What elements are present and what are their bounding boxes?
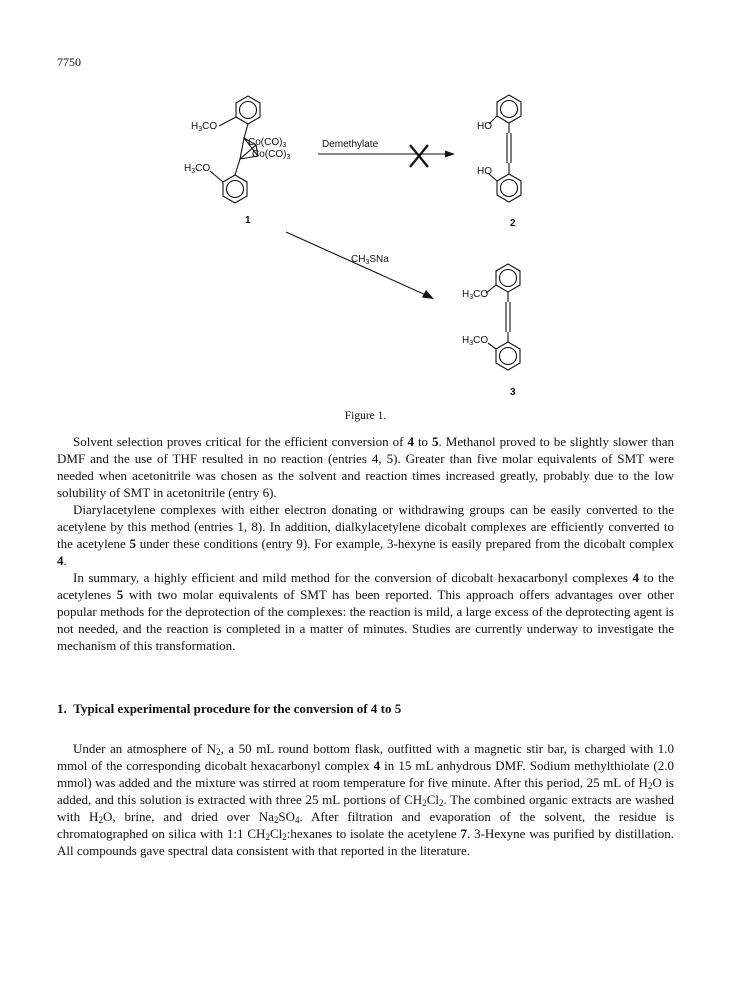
- figure-caption: Figure 1.: [344, 410, 387, 422]
- hydroxy-label-2a: HO: [477, 121, 492, 132]
- compound-number-3: 3: [510, 387, 516, 398]
- paragraph-procedure: Under an atmosphere of $N_2$, a 50 mL round bottom flask, outfitted with a magnetic stir bar, is charged with 1.0 mmol of the corresponding dicobalt hexacarbonyl complex 4 in 15 mL anhydrous DMF. Sodium methylthiolate (2.0 mmol) was added and the mixture was stirred at room temperature for five minute. After this period, 25 mL of $H_2O$ is added, and this solution is extracted with three 25 mL portions of $CH_2Cl_2$. The combined organic extracts are washed with $H_2O$, brine, and dried over $Na_2SO_4$. After filtration and evaporation of the solvent, the residue is chromatographed on silica with 1:1 $CH_2Cl_2:hexanes$ to isolate the acetylene 7. 3-Hexyne was purified by distillation. All compounds gave spectral data consistent with that reported in the literature.: [57, 741, 675, 858]
- cobalt-label-a: $Co(CO)_3$: [248, 137, 287, 149]
- experimental-procedure: [57, 740, 674, 859]
- methoxy-label-1a: $H_3CO$: [191, 121, 218, 133]
- blocked-reaction-cross: [410, 145, 428, 167]
- methoxy-label-3b: $H_3CO$: [462, 335, 489, 347]
- body-paragraphs: [57, 433, 674, 654]
- section-heading: 1. Typical experimental procedure for the conversion of 4 to 5: [57, 701, 402, 716]
- reagent-ch3sna: $CH_3SNa$: [351, 254, 389, 266]
- cobalt-label-b: $Co(CO)_3$: [252, 149, 291, 161]
- paragraph-solvent-selection: Solvent selection proves critical for the efficient conversion of 4 to 5. Methanol proved to be slightly slower than DMF and the use of THF resulted in no reaction (entries 4, 5). Greater than five molar equivalents of SMT were needed when acetonitrile was chosen as the solvent and reaction times increased greatly, probably due to the low solubility of SMT in acetonitrile (entry 6).: [57, 434, 674, 500]
- compound-number-1: 1: [245, 215, 251, 226]
- hydroxy-label-2b: HO: [477, 166, 492, 177]
- reagent-demethylate: Demethylate: [322, 139, 379, 150]
- methoxy-label-3a: $H_3CO$: [462, 289, 489, 301]
- compound-number-2: 2: [510, 218, 516, 229]
- paragraph-diarylacetylene: Diarylacetylene complexes with either electron donating or withdrawing groups can be easily converted to the acetylene by this method (entries 1, 8). In addition, dialkylacetylene dicobalt complexes are efficiently converted to the acetylene 5 under these conditions (entry 9). For example, 3-hexyne is easily prepared from the dicobalt complex 4.: [57, 502, 674, 568]
- page-number: 7750: [57, 55, 81, 69]
- reaction-scheme-figure: [0, 0, 731, 430]
- paragraph-summary: In summary, a highly efficient and mild method for the conversion of dicobalt hexacarbonyl complexes 4 to the acetylenes 5 with two molar equivalents of SMT has been reported. This approach offers advantages over other popular methods for the deprotection of the complexes: the reaction is mild, a large excess of the deprotecting agent is not needed, and the reaction is completed in a matter of minutes. Studies are currently underway to investigate the mechanism of this transformation.: [57, 570, 674, 653]
- methoxy-label-1b: $H_3CO$: [184, 163, 211, 175]
